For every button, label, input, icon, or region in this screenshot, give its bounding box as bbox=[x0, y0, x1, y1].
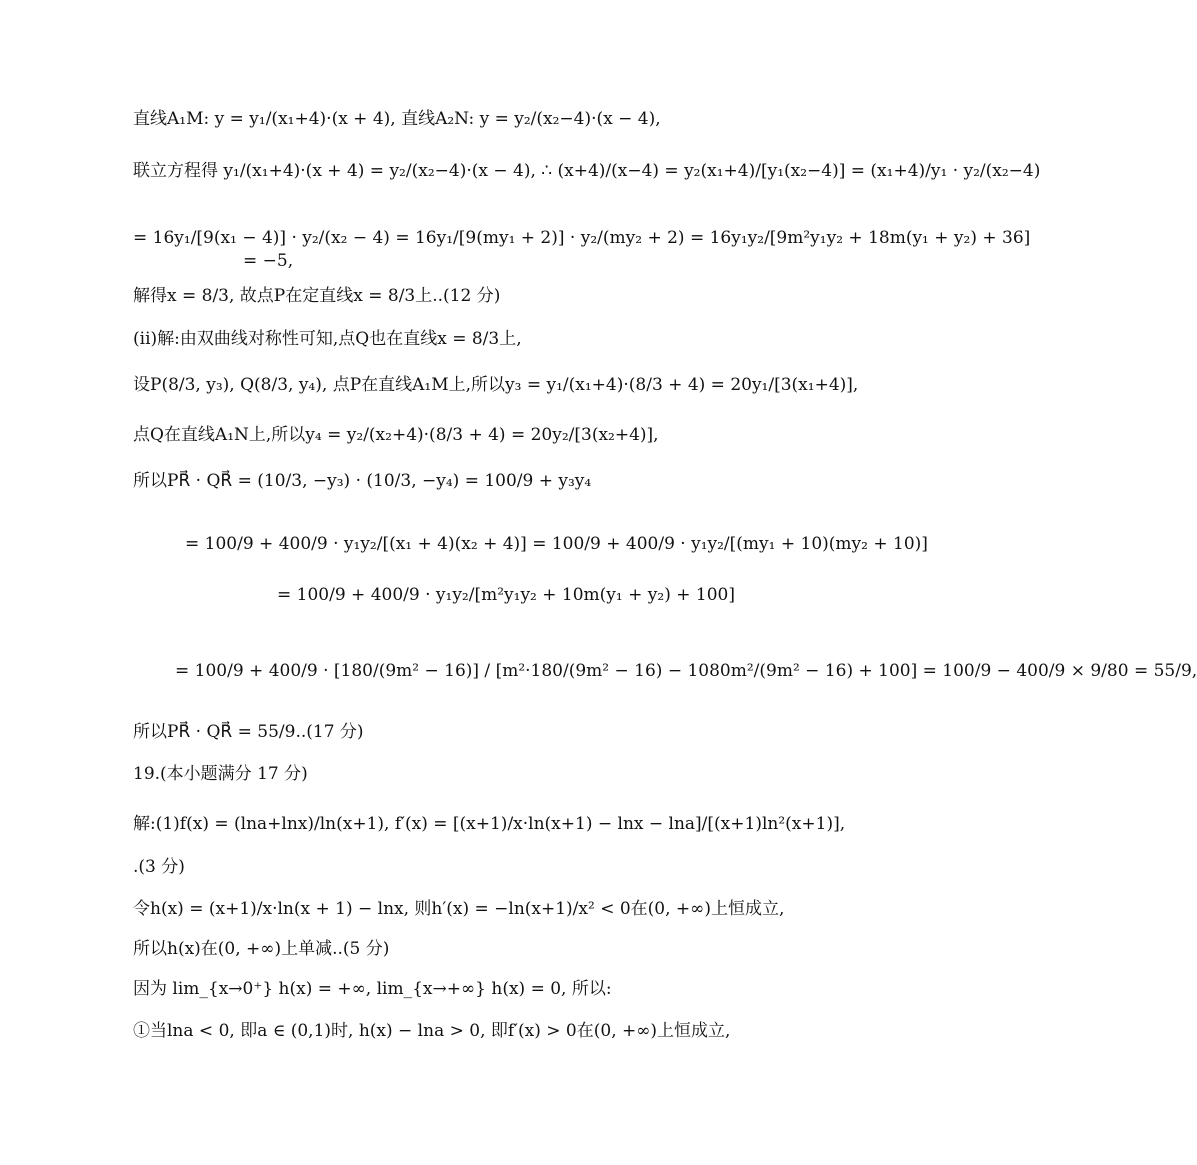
line-fx-derivative: 解:(1)f(x) = (lna+lnx)/ln(x+1), f′(x) = [(x+1)/x·ln(x+1) − lnx − lna]/[(x+1)ln²(x+1)], bbox=[133, 814, 846, 834]
line-set-p-q: 设P(8/3, y₃), Q(8/3, y₄), 点P在直线A₁M上,所以y₃ = y₁/(x₁+4)·(8/3 + 4) = 20y₁/[3(x₁+4)], bbox=[133, 375, 859, 395]
line-dot-result: 所以PR⃗ · QR⃗ = 55/9..(17 分) bbox=[133, 722, 364, 742]
line-ratio-result: = −5, bbox=[243, 251, 294, 271]
line-dot-step-2: = 100/9 + 400/9 · y₁y₂/[m²y₁y₂ + 10m(y₁ + y₂) + 100] bbox=[277, 585, 735, 605]
line-part-ii: (ii)解:由双曲线对称性可知,点Q也在直线x = 8/3上, bbox=[133, 329, 522, 349]
line-dot-step-1: = 100/9 + 400/9 · y₁y₂/[(x₁ + 4)(x₂ + 4)] = 100/9 + 400/9 · y₁y₂/[(my₁ + 10)(my₂ + 10)] bbox=[185, 534, 928, 554]
line-question-19: 19.(本小题满分 17 分) bbox=[133, 764, 308, 784]
line-dot-step-3: = 100/9 + 400/9 · [180/(9m² − 16)] / [m²·180/(9m² − 16) − 1080m²/(9m² − 16) + 100] = 100/9 − 400/9 × 9/80 = 55/9, bbox=[175, 661, 1197, 681]
line-solve-x: 解得x = 8/3, 故点P在定直线x = 8/3上..(12 分) bbox=[133, 286, 501, 306]
line-combined-equation: 联立方程得 y₁/(x₁+4)·(x + 4) = y₂/(x₂−4)·(x − 4), ∴ (x+4)/(x−4) = y₂(x₁+4)/[y₁(x₂−4)] = (x₁+4)/y₁ · y₂/(x₂−4) bbox=[133, 161, 1041, 181]
line-hx-decreasing: 所以h(x)在(0, +∞)上单减..(5 分) bbox=[133, 939, 390, 959]
line-q-on-a1n: 点Q在直线A₁N上,所以y₄ = y₂/(x₂+4)·(8/3 + 4) = 20y₂/[3(x₂+4)], bbox=[133, 425, 659, 445]
line-ratio-expansion: = 16y₁/[9(x₁ − 4)] · y₂/(x₂ − 4) = 16y₁/[9(my₁ + 2)] · y₂/(my₂ + 2) = 16y₁y₂/[9m²y₁y₂ + 18m(y₁ + y₂) + 36] bbox=[133, 228, 1031, 248]
line-a1m-a2n-equations: 直线A₁M: y = y₁/(x₁+4)·(x + 4), 直线A₂N: y = y₂/(x₂−4)·(x − 4), bbox=[133, 109, 661, 129]
line-dot-product: 所以PR⃗ · QR⃗ = (10/3, −y₃) · (10/3, −y₄) = 100/9 + y₃y₄ bbox=[133, 471, 592, 491]
line-hx-definition: 令h(x) = (x+1)/x·ln(x + 1) − lnx, 则h′(x) = −ln(x+1)/x² < 0在(0, +∞)上恒成立, bbox=[133, 899, 785, 919]
line-limits: 因为 lim_{x→0⁺} h(x) = +∞, lim_{x→+∞} h(x) = 0, 所以: bbox=[133, 979, 612, 999]
line-case-1: ①当lna < 0, 即a ∈ (0,1)时, h(x) − lna > 0, 即f′(x) > 0在(0, +∞)上恒成立, bbox=[133, 1021, 731, 1041]
line-3-points: .(3 分) bbox=[133, 857, 185, 877]
